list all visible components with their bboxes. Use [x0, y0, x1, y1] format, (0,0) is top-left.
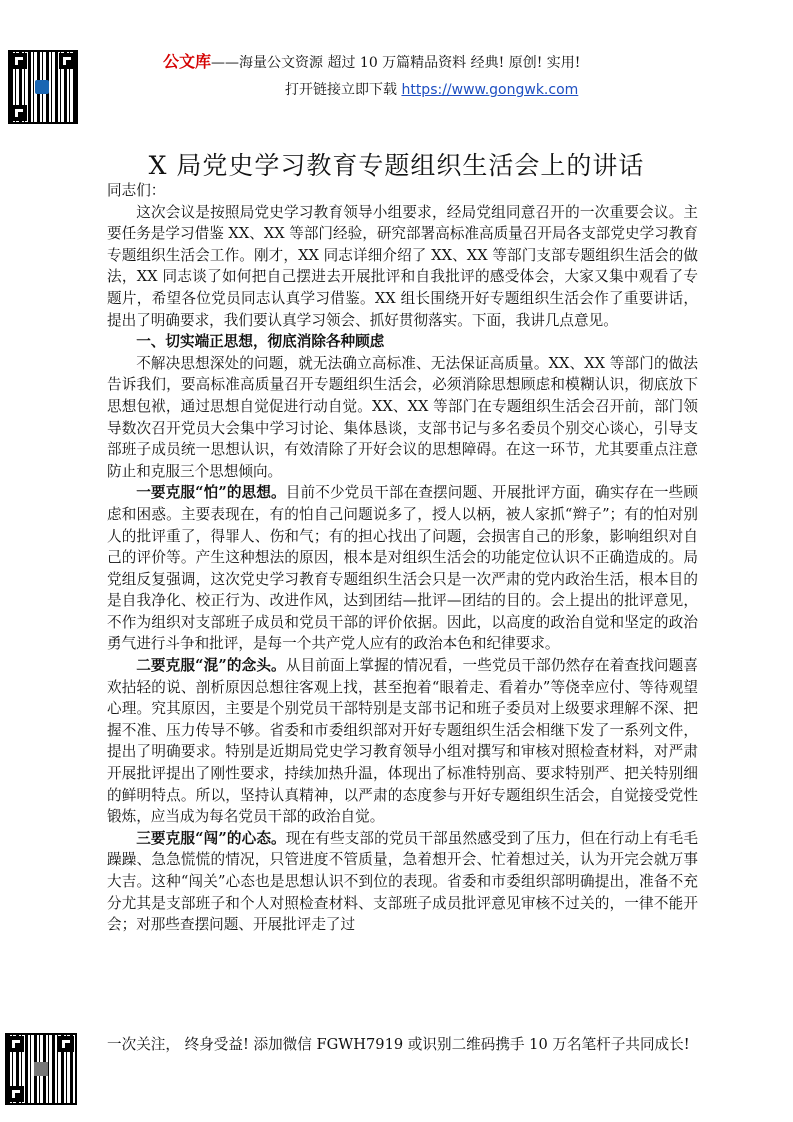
point-text: 现在有些支部的党员干部虽然感受到了压力，但在行动上有毛毛躁躁、急急慌慌的情况，只管进度不管质量，急着想开会、忙着想过关，认为开完会就万事大吉。这种“闯关”心态也是思想认识不到位的表现。省委和市委组织部明确提出，准备不充分尤其是支部班子和个人对照检查材料、支部班子成员批评意见审核不过关的，一律不能开会；对那些查摆问题、开展批评走了过	[107, 829, 698, 934]
section-paragraph: 不解决思想深处的问题，就无法确立高标准、无法保证高质量。XX、XX 等部门的做法告诉我们，要高标准高质量召开专题组织生活会，必须消除思想顾虑和模糊认识，彻底放下思想包袱，通过思想自觉促进行动自觉。XX、XX 等部门在专题组织生活会召开前，部门领导数次召开党员大会集中学习讨论、集体恳谈，支部书记与多名委员个别交心谈心，引导支部班子成员统一思想认识，有效清除了开好会议的思想障碍。在这一环节，尤其要重点注意防止和克服三个思想倾向。	[107, 354, 698, 480]
document-body	[107, 180, 698, 936]
point-paragraph-2	[107, 655, 698, 828]
qr-code-bottom	[5, 1033, 77, 1105]
download-prompt: 打开链接立即下载	[285, 82, 402, 98]
qr-logo-icon	[35, 80, 49, 94]
point-lead: 二要克服“混”的念头。	[136, 657, 286, 675]
point-paragraph-3	[107, 828, 698, 936]
point-paragraph-1	[107, 482, 698, 655]
point-text: 从目前面上掌握的情况看，一些党员干部仍然存在着查找问题喜欢拈轻的说、剖析原因总想往客观上找，甚至抱着“眼着走、看着办”等侥幸应付、等待观望心理。究其原因，主要是个别党员干部特别是支部书记和班子委员对上级要求理解不深、把握不准、压力传导不够。省委和市委组织部对开好专题组织生活会相继下发了一系列文件，提出了明确要求。特别是近期局党史学习教育领导小组对撰写和审核对照检查材料，对严肃开展批评提出了刚性要求，持续加热升温，体现出了标准特别高、要求特别严、把关特别细的鲜明特点。所以，坚持认真精神，以严肃的态度参与开好专题组织生活会，自觉接受党性锻炼，应当成为每名党员干部的政治自觉。	[107, 657, 698, 826]
footer-note: 一次关注， 终身受益! 添加微信 FGWH7919 或识别二维码携手 10 万名笔杆子共同成长!	[107, 1036, 690, 1053]
qr-logo-icon	[34, 1062, 48, 1076]
point-lead: 三要克服“闯”的心态。	[136, 829, 286, 847]
header-tagline-text: ——海量公文资源 超过 10 万篇精品资料 经典! 原创! 实用!	[211, 55, 581, 71]
section-heading: 一、切实端正思想，彻底消除各种顾虑	[136, 333, 385, 351]
point-lead: 一要克服“怕”的思想。	[136, 484, 286, 502]
intro-paragraph: 这次会议是按照局党史学习教育领导小组要求，经局党组同意召开的一次重要会议。主要任务是学习借鉴 XX、XX 等部门经验，研究部署高标准高质量召开局各支部党史学习教育专题组织生活会工作。刚才，XX 同志详细介绍了 XX、XX 等部门支部专题组织生活会的做法，XX 同志谈了如何把自己摆进去开展批评和自我批评的感受体会，大家又集中观看了专题片，希望各位党员同志认真学习借鉴。XX 组长围绕开好专题组织生活会作了重要讲话，提出了明确要求，我们要认真学习领会、抓好贯彻落实。下面，我讲几点意见。	[107, 203, 698, 329]
document-title: X 局党史学习教育专题组织生活会上的讲话	[148, 151, 645, 180]
brand-name: 公文库	[163, 52, 212, 71]
header-download	[285, 79, 578, 99]
point-text: 目前不少党员干部在查摆问题、开展批评方面，确实存在一些顾虑和困惑。主要表现在，有的怕自己问题说多了，授人以柄，被人家抓“辫子”；有的怕对别人的批评重了，得罪人、伤和气；有的担心找出了问题，会损害自己的形象，影响组织对自己的评价等。产生这种想法的原因，根本是对组织生活会的功能定位认识不正确造成的。局党组反复强调，这次党史学习教育专题组织生活会只是一次严肃的党内政治生活，根本目的是自我净化、校正行为、改进作风，达到团结—批评—团结的目的。会上提出的批评意见，不作为组织对支部班子成员和党员干部的评价依据。因此，以高度的政治自觉和坚定的政治勇气进行斗争和批评，是每一个共产党人应有的政治本色和纪律要求。	[107, 484, 698, 653]
greeting: 同志们：	[107, 182, 166, 199]
qr-code-top	[8, 50, 78, 124]
header-tagline	[163, 49, 580, 72]
website-link[interactable]: https://www.gongwk.com	[401, 82, 579, 98]
